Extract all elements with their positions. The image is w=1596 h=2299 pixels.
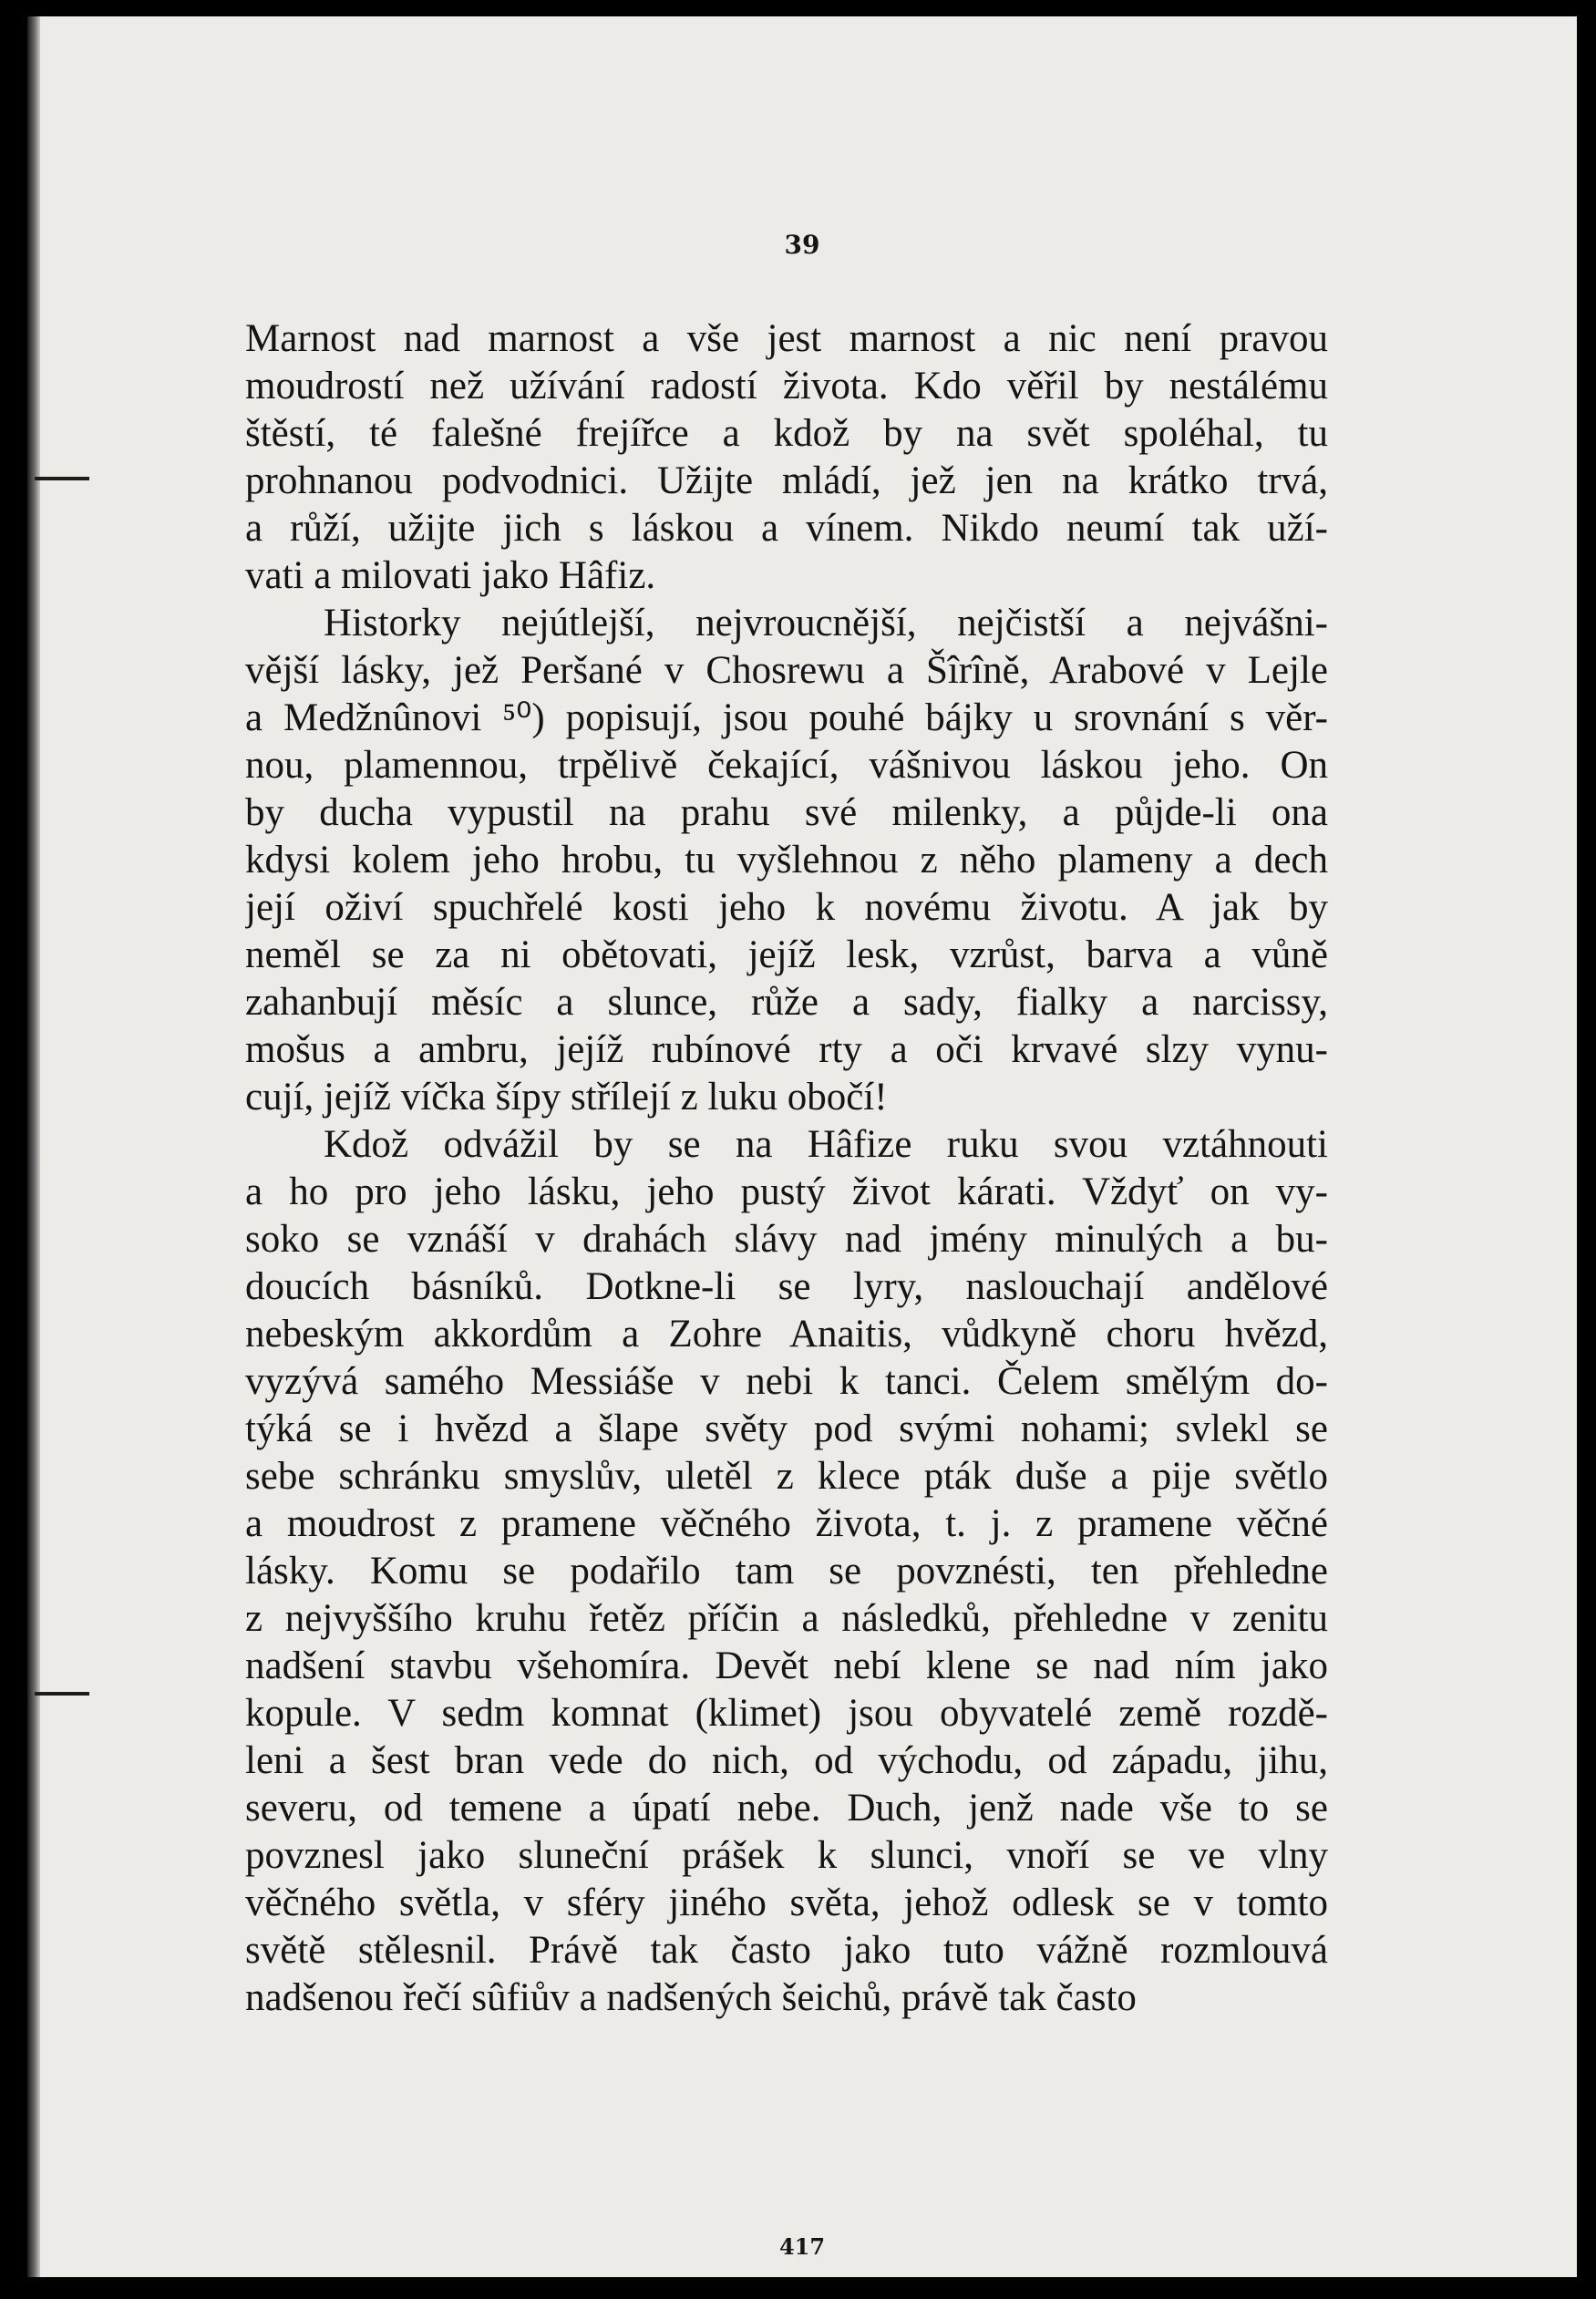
text-line: vější lásky, jež Peršané v Chosrewu a Šîrîně, Arabové v Lejle: [245, 649, 1328, 692]
text-line: kopule. V sedm komnat (klimet) jsou obyvatelé země rozdě-: [245, 1692, 1328, 1735]
text-line: zahanbují měsíc a slunce, růže a sady, fialky a narcissy,: [245, 981, 1328, 1024]
text-line: z nejvyššího kruhu řetěz příčin a následků, přehledne v zenitu: [245, 1597, 1328, 1640]
body-text: [245, 315, 1328, 2022]
text-line: světě stělesnil. Právě tak často jako tuto vážně rozmlouvá: [245, 1929, 1328, 1972]
text-line: nebeským akkordům a Zohre Anaitis, vůdkyně choru hvězd,: [245, 1313, 1328, 1356]
text-line: mošus a ambru, jejíž rubínové rty a oči krvavé slzy vynu-: [245, 1028, 1328, 1071]
text-line: a ho pro jeho lásku, jeho pustý život kárati. Vždyť on vy-: [245, 1170, 1328, 1213]
text-line: vyzývá samého Messiáše v nebi k tanci. Čelem smělým do-: [245, 1360, 1328, 1403]
text-line: sebe schránku smyslův, uletěl z klece pták duše a pije světlo: [245, 1455, 1328, 1498]
text-line: její oživí spuchřelé kosti jeho k novému životu. A jak by: [245, 886, 1328, 929]
text-line: cují, jejíž víčka šípy střílejí z luku obočí!: [245, 1076, 888, 1119]
text-line: by ducha vypustil na prahu své milenky, a půjde-li ona: [245, 791, 1328, 834]
text-line: moudrostí než užívání radostí života. Kdo věřil by nestálému: [245, 365, 1328, 407]
text-line: leni a šest bran vede do nich, od východu, od západu, jihu,: [245, 1739, 1328, 1782]
page-number: 39: [784, 230, 820, 260]
text-line: vati a milovati jako Hâfiz.: [245, 554, 656, 597]
text-line: štěstí, té falešné frejířce a kdož by na svět spoléhal, tu: [245, 412, 1328, 455]
text-line: a Medžnûnovi ⁵⁰) popisují, jsou pouhé bájky u srovnání s věr-: [245, 696, 1328, 739]
binding-mark: [35, 477, 89, 480]
text-line: Historky nejútlejší, nejvroucnější, nejčistší a nejvášni-: [324, 602, 1328, 644]
text-line: a moudrost z pramene věčného života, t. j. z pramene věčné: [245, 1502, 1328, 1545]
text-line: týká se i hvězd a šlape světy pod svými nohami; svlekl se: [245, 1407, 1328, 1450]
text-line: Kdož odvážil by se na Hâfize ruku svou vztáhnouti: [324, 1123, 1328, 1166]
text-line: prohnanou podvodnici. Užijte mládí, jež jen na krátko trvá,: [245, 459, 1328, 502]
page-binding-edge: [27, 16, 40, 2277]
text-line: věčného světla, v sféry jiného světa, jehož odlesk se v tomto: [245, 1881, 1328, 1924]
text-line: nadšenou řečí sûfiův a nadšených šeichů, právě tak často: [245, 1976, 1137, 2019]
text-line: povznesl jako sluneční prášek k slunci, vnoří se ve vlny: [245, 1834, 1328, 1877]
book-page: [27, 16, 1577, 2277]
binding-mark: [35, 1692, 89, 1696]
text-line: Marnost nad marnost a vše jest marnost a nic není pravou: [245, 317, 1328, 360]
text-line: soko se vznáší v drahách slávy nad jmény minulých a bu-: [245, 1218, 1328, 1261]
text-line: doucích básníků. Dotkne-li se lyry, naslouchají andělové: [245, 1265, 1328, 1308]
text-line: neměl se za ni obětovati, jejíž lesk, vzrůst, barva a vůně: [245, 933, 1328, 976]
text-line: severu, od temene a úpatí nebe. Duch, jenž nade vše to se: [245, 1787, 1328, 1830]
text-line: a růží, užijte jich s láskou a vínem. Nikdo neumí tak uží-: [245, 507, 1328, 550]
text-line: kdysi kolem jeho hrobu, tu vyšlehnou z něho plameny a dech: [245, 839, 1328, 881]
text-line: nadšení stavbu všehomíra. Devět nebí klene se nad ním jako: [245, 1644, 1328, 1687]
text-line: nou, plamennou, trpělivě čekající, vášnivou láskou jeho. On: [245, 744, 1328, 787]
text-line: lásky. Komu se podařilo tam se povznésti, ten přehledne: [245, 1550, 1328, 1593]
printer-signature-number: 417: [778, 2233, 826, 2260]
